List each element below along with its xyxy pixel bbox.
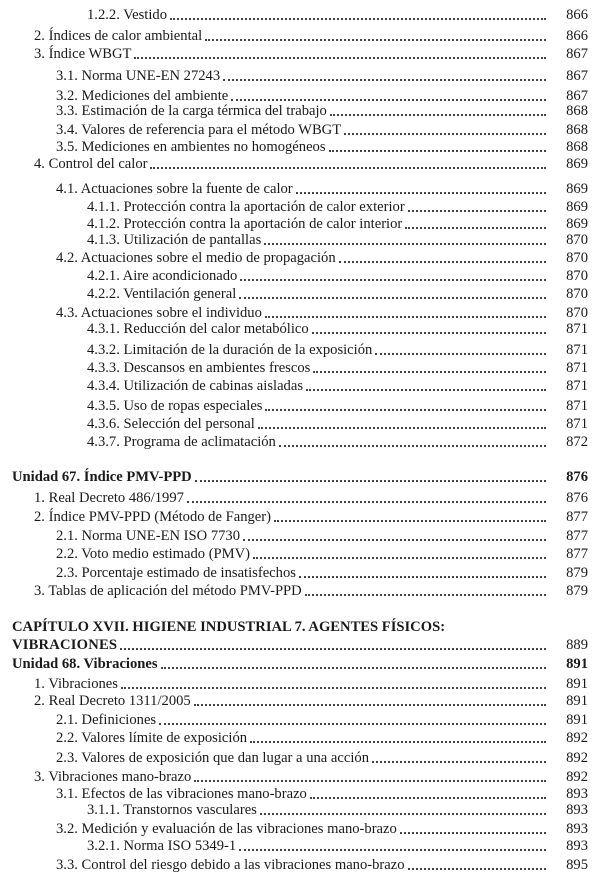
toc-entry-page-number: 871 [566, 398, 588, 414]
dot-leader [223, 78, 546, 81]
toc-entry-title: 2.3. Valores de exposición que dan lugar a una acción [56, 750, 369, 766]
toc-entry[interactable] [0, 378, 600, 395]
toc-entry-page-number: 893 [566, 838, 588, 854]
toc-entry-title: 2. Índice PMV-PPD (Método de Fanger) [34, 509, 271, 525]
toc-entry-title: 4.3.7. Programa de aclimatación [87, 434, 276, 450]
dot-leader [159, 722, 546, 725]
toc-entry-title: 4.3.1. Reducción del calor metabólico [87, 321, 309, 337]
toc-entry-page-number: 877 [566, 528, 588, 544]
dot-leader [299, 575, 546, 578]
toc-entry-page-number: 877 [566, 546, 588, 562]
toc-entry[interactable] [0, 509, 600, 526]
chapter-heading: CAPÍTULO XVII. HIGIENE INDUSTRIAL 7. AGENTES FÍSICOS: [12, 619, 446, 635]
toc-entry-title: 3. Vibraciones mano-brazo [34, 769, 192, 785]
dot-leader [150, 166, 546, 169]
toc-entry-page-number: 891 [566, 712, 588, 728]
toc-entry-page-number: 895 [566, 857, 588, 873]
toc-entry[interactable] [0, 838, 600, 855]
toc-entry-title: 4.1. Actuaciones sobre la fuente de calor [56, 181, 293, 197]
toc-entry[interactable] [0, 139, 600, 156]
dot-leader [205, 38, 546, 41]
toc-entry-title: 4.1.3. Utilización de pantallas [87, 232, 262, 248]
toc-entry-title: 4.3.5. Uso de ropas especiales [87, 398, 263, 414]
dot-leader [194, 779, 546, 782]
toc-entry[interactable] [0, 28, 600, 45]
toc-entry-title: 3.2. Medición y evaluación de las vibraciones mano-brazo [56, 821, 397, 837]
toc-entry[interactable] [0, 199, 600, 216]
toc-entry-title: 4.3.3. Descansos en ambientes frescos [87, 360, 311, 376]
toc-entry[interactable] [0, 469, 600, 486]
toc-entry-page-number: 871 [566, 342, 588, 358]
toc-entry[interactable] [0, 693, 600, 710]
toc-entry-page-number: 868 [566, 103, 588, 119]
toc-entry-page-number: 871 [566, 416, 588, 432]
toc-entry-title: 3.3. Estimación de la carga térmica del trabajo [56, 103, 327, 119]
toc-entry-page-number: 893 [566, 821, 588, 837]
toc-entry[interactable] [0, 769, 600, 786]
dot-leader [264, 242, 546, 245]
dot-leader [243, 538, 546, 541]
dot-leader [344, 132, 546, 135]
toc-entry-page-number: 869 [566, 216, 588, 232]
toc-entry-page-number: 872 [566, 434, 588, 450]
toc-entry-page-number: 871 [566, 360, 588, 376]
toc-entry[interactable] [0, 416, 600, 433]
toc-entry[interactable] [0, 802, 600, 819]
dot-leader [306, 388, 546, 391]
dot-leader [231, 98, 546, 101]
toc-entry-title: 3. Tablas de aplicación del método PMV-PPD [34, 583, 302, 599]
toc-entry-page-number: 867 [566, 88, 588, 104]
toc-entry[interactable] [0, 398, 600, 415]
toc-entry-page-number: 867 [566, 46, 588, 62]
toc-entry[interactable] [0, 250, 600, 267]
dot-leader [121, 686, 546, 689]
toc-entry[interactable] [0, 786, 600, 803]
toc-entry[interactable] [0, 637, 600, 654]
toc-entry-page-number: 893 [566, 802, 588, 818]
toc-entry-title: 4. Control del calor [34, 156, 148, 172]
toc-entry-page-number: 870 [566, 286, 588, 302]
toc-entry-title: 1. Real Decreto 486/1997 [34, 490, 184, 506]
toc-entry-page-number: 871 [566, 378, 588, 394]
toc-entry-page-number: 879 [566, 565, 588, 581]
toc-entry-title: 3.2. Mediciones del ambiente [56, 88, 229, 104]
toc-entry-page-number: 866 [566, 28, 588, 44]
dot-leader [372, 760, 546, 763]
toc-entry[interactable] [0, 565, 600, 582]
dot-leader [253, 556, 546, 559]
toc-entry-page-number: 868 [566, 139, 588, 155]
toc-entry[interactable] [0, 656, 600, 673]
toc-entry-page-number: 892 [566, 730, 588, 746]
toc-entry-page-number: 869 [566, 181, 588, 197]
toc-entry-title: 4.1.2. Protección contra la aportación de calor interior [87, 216, 403, 232]
toc-entry-page-number: 876 [566, 469, 588, 485]
toc-entry-page-number: 870 [566, 250, 588, 266]
toc-entry[interactable] [0, 546, 600, 563]
dot-leader [170, 17, 546, 20]
toc-entry-page-number: 889 [566, 637, 588, 653]
toc-entry-title: 3.1. Efectos de las vibraciones mano-brazo [56, 786, 307, 802]
toc-entry[interactable] [0, 122, 600, 139]
toc-entry-page-number: 871 [566, 321, 588, 337]
toc-entry[interactable] [0, 857, 600, 874]
toc-entry-page-number: 891 [566, 693, 588, 709]
toc-entry-title: 4.2. Actuaciones sobre el medio de propagación [56, 250, 336, 266]
dot-leader [265, 315, 546, 318]
toc-entry-page-number: 877 [566, 509, 588, 525]
toc-entry[interactable] [0, 750, 600, 767]
toc-entry-page-number: 870 [566, 268, 588, 284]
dot-leader [260, 812, 546, 815]
toc-entry[interactable] [0, 103, 600, 120]
dot-leader [258, 426, 546, 429]
toc-entry-title: 1.2.2. Vestido [87, 7, 168, 23]
toc-entry-title: 3.2.1. Norma ISO 5349-1 [87, 838, 237, 854]
toc-entry-title: 3.3. Control del riesgo debido a las vibraciones mano-brazo [56, 857, 405, 873]
toc-entry[interactable] [0, 216, 600, 233]
toc-entry-title: 2.1. Definiciones [56, 712, 157, 728]
dot-leader [313, 370, 546, 373]
toc-entry-title: 4.3.6. Selección del personal [87, 416, 255, 432]
toc-entry[interactable] [0, 268, 600, 285]
dot-leader [134, 56, 546, 59]
toc-entry-title: VIBRACIONES [12, 637, 118, 653]
toc-entry[interactable] [0, 583, 600, 600]
toc-entry-page-number: 891 [566, 656, 588, 672]
dot-leader [279, 444, 546, 447]
dot-leader [408, 209, 546, 212]
dot-leader [400, 831, 546, 834]
toc-entry[interactable] [0, 434, 600, 451]
toc-entry-title: 2.2. Valores límite de exposición [56, 730, 248, 746]
toc-entry-title: 4.2.1. Aire acondicionado [87, 268, 238, 284]
dot-leader [305, 593, 546, 596]
dot-leader [274, 519, 546, 522]
toc-entry[interactable] [0, 181, 600, 198]
toc-entry[interactable] [0, 321, 600, 338]
dot-leader [329, 149, 546, 152]
dot-leader [187, 500, 546, 503]
dot-leader [239, 848, 546, 851]
dot-leader [296, 191, 546, 194]
dot-leader [310, 796, 546, 799]
toc-entry-title: 2. Índices de calor ambiental [34, 28, 203, 44]
toc-entry[interactable] [0, 342, 600, 359]
dot-leader [375, 352, 546, 355]
toc-entry-page-number: 891 [566, 676, 588, 692]
toc-entry-page-number: 892 [566, 769, 588, 785]
toc-entry[interactable] [0, 821, 600, 838]
dot-leader [339, 260, 546, 263]
dot-leader [330, 113, 546, 116]
toc-entry-page-number: 870 [566, 232, 588, 248]
dot-leader [240, 278, 546, 281]
toc-entry-page-number: 869 [566, 199, 588, 215]
toc-entry-title: 4.1.1. Protección contra la aportación de calor exterior [87, 199, 405, 215]
toc-entry-page-number: 868 [566, 122, 588, 138]
toc-entry[interactable] [0, 46, 600, 63]
toc-entry-title: 3.1.1. Transtornos vasculares [87, 802, 257, 818]
toc-entry-page-number: 869 [566, 156, 588, 172]
dot-leader [265, 408, 546, 411]
toc-entry[interactable] [0, 676, 600, 693]
toc-entry-title: 4.2.2. Ventilación general [87, 286, 237, 302]
toc-entry[interactable] [0, 712, 600, 729]
toc-entry-page-number: 879 [566, 583, 588, 599]
toc-entry-page-number: 892 [566, 750, 588, 766]
toc-entry[interactable] [0, 305, 600, 322]
toc-entry-title: 4.3.4. Utilización de cabinas aisladas [87, 378, 303, 394]
toc-entry-page-number: 867 [566, 68, 588, 84]
dot-leader [194, 703, 546, 706]
toc-entry[interactable] [0, 68, 600, 85]
toc-entry[interactable] [0, 232, 600, 249]
toc-entry-title: 3.1. Norma UNE-EN 27243 [56, 68, 221, 84]
toc-entry-page-number: 876 [566, 490, 588, 506]
toc-entry[interactable] [0, 7, 600, 24]
toc-entry-page-number: 870 [566, 305, 588, 321]
dot-leader [312, 331, 546, 334]
dot-leader [120, 647, 546, 650]
toc-entry-title: 4.3. Actuaciones sobre el individuo [56, 305, 262, 321]
dot-leader [250, 740, 546, 743]
dot-leader [161, 666, 546, 669]
toc-entry-title: 3. Índice WBGT [34, 46, 132, 62]
toc-entry[interactable] [0, 490, 600, 507]
toc-entry-title: 2.2. Voto medio estimado (PMV) [56, 546, 251, 562]
toc-entry-title: 2. Real Decreto 1311/2005 [34, 693, 191, 709]
toc-entry-page-number: 866 [566, 7, 588, 23]
toc-entry[interactable] [0, 730, 600, 747]
toc-entry-title: 2.1. Norma UNE-EN ISO 7730 [56, 528, 241, 544]
toc-entry-page-number: 893 [566, 786, 588, 802]
toc-entry-title: 3.5. Mediciones en ambientes no homogéneos [56, 139, 326, 155]
dot-leader [408, 867, 546, 870]
dot-leader [405, 226, 546, 229]
toc-entry-title: Unidad 68. Vibraciones [12, 656, 158, 672]
dot-leader [239, 296, 546, 299]
toc-entry-title: 1. Vibraciones [34, 676, 118, 692]
toc-entry[interactable] [0, 156, 600, 173]
toc-entry-title: 3.4. Valores de referencia para el método WBGT [56, 122, 342, 138]
toc-entry-title: 4.3.2. Limitación de la duración de la exposición [87, 342, 373, 358]
toc-entry[interactable] [0, 528, 600, 545]
toc-entry-title: Unidad 67. Índice PMV-PPD [12, 469, 192, 485]
dot-leader [195, 479, 546, 482]
toc-entry[interactable] [0, 360, 600, 377]
toc-entry[interactable] [0, 286, 600, 303]
toc-entry-title: 2.3. Porcentaje estimado de insatisfechos [56, 565, 296, 581]
